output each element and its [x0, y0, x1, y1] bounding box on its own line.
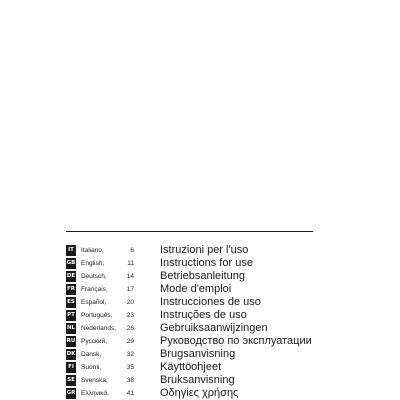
language-name: Italiano,: [81, 247, 104, 254]
instructions-title: Istruzioni per l'uso: [160, 244, 249, 256]
language-name: Dansk,: [81, 351, 102, 358]
instructions-title: Instructions for use: [160, 257, 253, 269]
page-number: 38: [126, 377, 134, 384]
language-name: Svenska,: [81, 377, 108, 384]
instructions-title: Bruksanvisning: [160, 374, 235, 386]
language-row-it: [0, 244, 400, 257]
instructions-title: Οδηγίες χρήσης: [160, 387, 239, 399]
country-code-badge: IT: [66, 245, 76, 256]
page-number: 41: [126, 390, 134, 397]
instructions-title: Руководство по эксплуатации: [160, 335, 312, 347]
language-name: Nederlands,: [81, 325, 117, 332]
instructions-title: Instruções de uso: [160, 309, 247, 321]
country-code-badge: FI: [66, 362, 76, 373]
page-number: 17: [126, 286, 134, 293]
country-code-badge: GR: [66, 388, 76, 399]
language-row-pt: [0, 309, 400, 322]
language-row-nl: [0, 322, 400, 335]
page-number: 32: [126, 351, 134, 358]
page-number: 26: [126, 325, 134, 332]
language-row-fr: [0, 283, 400, 296]
language-name: English,: [81, 260, 105, 267]
language-name: Ελληνικά,: [81, 390, 109, 397]
horizontal-divider: [66, 231, 313, 232]
language-name: Suomi,: [81, 364, 102, 371]
page-number: 14: [126, 273, 134, 280]
language-name: Русский,: [81, 338, 107, 345]
language-row-se: [0, 374, 400, 387]
language-row-ru: [0, 335, 400, 348]
instructions-title: Mode d'emploi: [160, 283, 232, 295]
page-number: 29: [126, 338, 134, 345]
language-name: Deutsch,: [81, 273, 107, 280]
country-code-badge: DE: [66, 271, 76, 282]
country-code-badge: ES: [66, 297, 76, 308]
language-name: Português,: [81, 312, 113, 319]
country-code-badge: GB: [66, 258, 76, 269]
language-index-list: [0, 244, 400, 400]
language-row-es: [0, 296, 400, 309]
country-code-badge: DK: [66, 349, 76, 360]
instructions-title: Käyttöohjeet: [160, 361, 222, 373]
language-row-de: [0, 270, 400, 283]
language-name: Español,: [81, 299, 107, 306]
country-code-badge: PT: [66, 310, 76, 321]
page-number: 11: [127, 260, 134, 267]
language-row-fi: [0, 361, 400, 374]
page-number: 20: [126, 299, 134, 306]
instructions-title: Instrucciones de uso: [160, 296, 261, 308]
language-row-gb: [0, 257, 400, 270]
language-name: Français,: [81, 286, 108, 293]
instructions-title: Brugsanvisning: [160, 348, 236, 360]
instructions-title: Betriebsanleitung: [160, 270, 246, 282]
country-code-badge: RU: [66, 336, 76, 347]
instructions-title: Gebruiksaanwijzingen: [160, 322, 268, 334]
language-row-dk: [0, 348, 400, 361]
page-number: 35: [126, 364, 134, 371]
page-number: 23: [126, 312, 134, 319]
language-row-gr: [0, 387, 400, 400]
page-number: 6: [130, 247, 134, 254]
country-code-badge: SE: [66, 375, 76, 386]
country-code-badge: NL: [66, 323, 76, 334]
country-code-badge: FR: [66, 284, 76, 295]
